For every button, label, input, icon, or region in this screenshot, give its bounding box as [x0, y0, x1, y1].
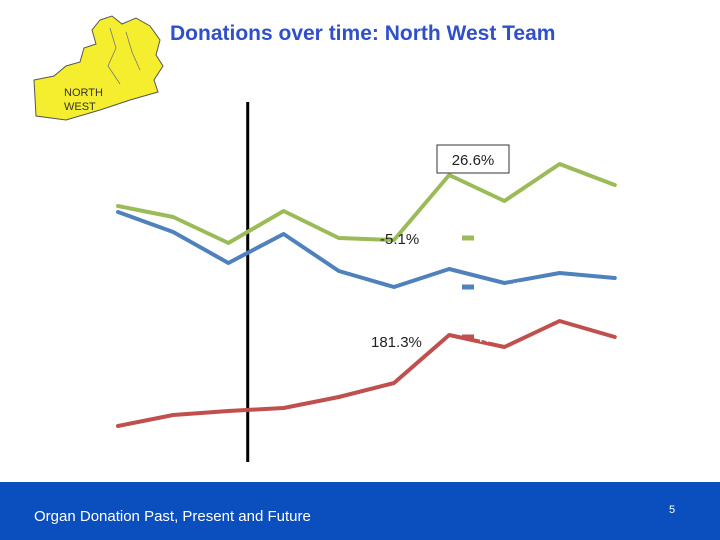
- data-point-2-8: [558, 320, 561, 323]
- data-point-2-2: [227, 410, 230, 413]
- data-point-1-3: [282, 233, 285, 236]
- data-point-1-1: [172, 231, 175, 234]
- data-point-2-9: [613, 336, 616, 339]
- data-point-2-7: [503, 346, 506, 349]
- logo-text-north: NORTH: [64, 87, 103, 99]
- data-point-2-1: [172, 414, 175, 417]
- data-point-1-5: [393, 286, 396, 289]
- data-point-0-6: [448, 174, 451, 177]
- data-point-0-9: [613, 184, 616, 187]
- data-point-0-2: [227, 242, 230, 245]
- data-point-0-7: [503, 200, 506, 203]
- chart-title: Donations over time: North West Team: [170, 22, 556, 45]
- data-point-0-4: [337, 237, 340, 240]
- page-number: 5: [669, 504, 676, 516]
- data-point-1-6: [448, 268, 451, 271]
- data-point-1-2: [227, 262, 230, 265]
- legend-label-2: Rec: [479, 329, 504, 345]
- data-point-0-3: [282, 210, 285, 213]
- data-point-1-0: [117, 211, 120, 214]
- data-point-2-3: [282, 407, 285, 410]
- data-point-0-8: [558, 163, 561, 166]
- annotation-label-0: 26.6%: [451, 152, 495, 169]
- data-point-2-0: [117, 425, 120, 428]
- footer-text: Organ Donation Past, Present and Future: [34, 508, 311, 525]
- annotation-label-2: 181.3%: [371, 334, 422, 351]
- logo-text-west: WEST: [64, 101, 96, 113]
- data-point-1-4: [337, 270, 340, 273]
- data-point-2-4: [337, 396, 340, 399]
- series-line-1: [118, 212, 615, 287]
- series-line-0: [118, 164, 615, 243]
- data-point-1-9: [613, 277, 616, 280]
- series-line-2: [118, 321, 615, 426]
- annotation-label-1: -5.1%: [380, 231, 420, 248]
- data-point-1-8: [558, 272, 561, 275]
- footer-bar: [0, 482, 720, 540]
- data-point-0-1: [172, 216, 175, 219]
- data-point-2-5: [393, 382, 396, 385]
- data-point-2-6: [448, 334, 451, 337]
- data-point-0-0: [117, 205, 120, 208]
- legend-label-1: Donati: [479, 279, 520, 295]
